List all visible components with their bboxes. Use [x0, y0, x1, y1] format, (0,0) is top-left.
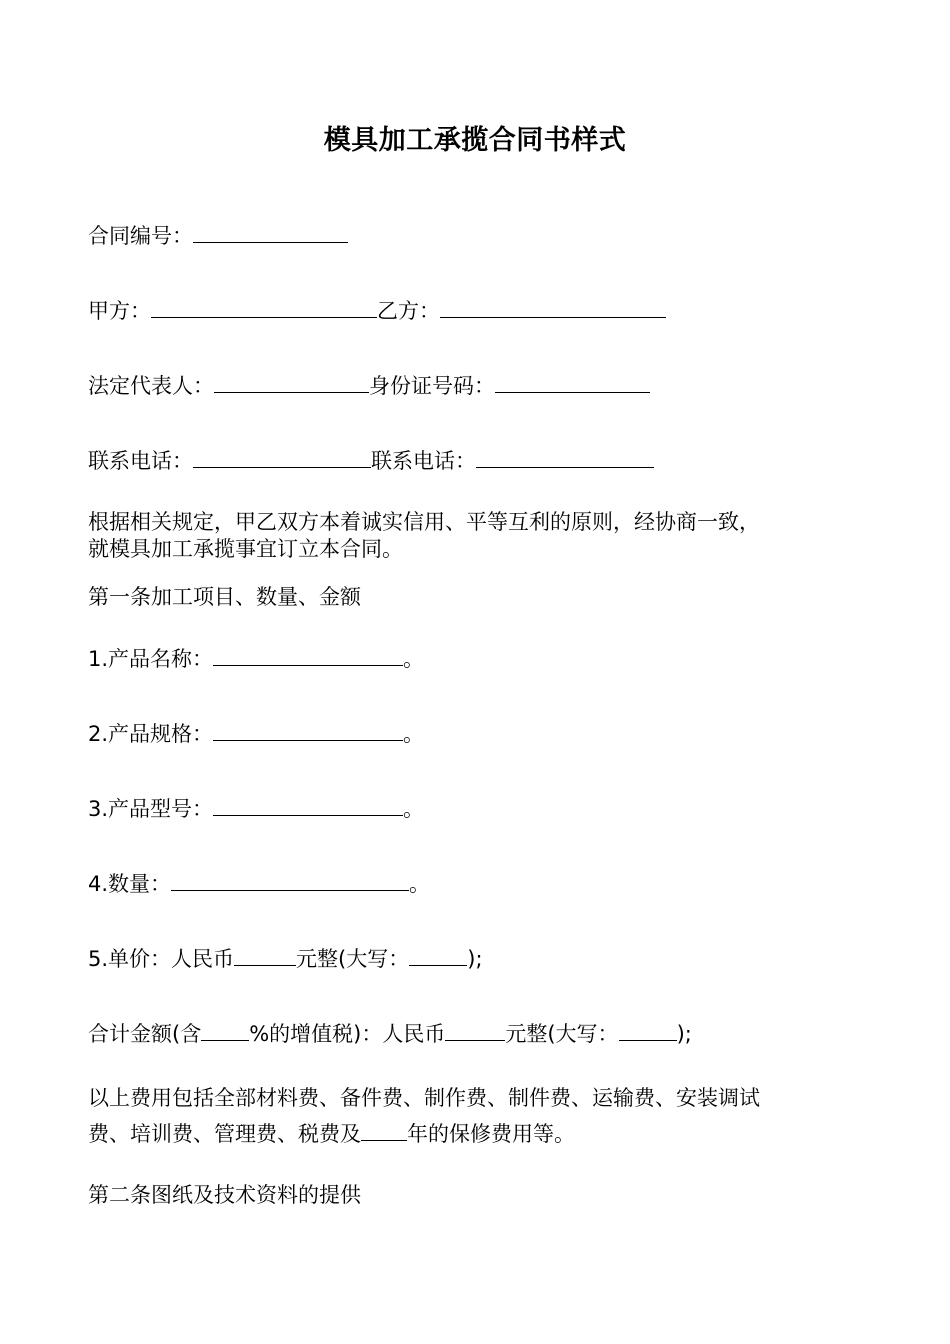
item-2-end: 。 [403, 722, 425, 746]
fees-line-2-start: 费、培训费、管理费、税费及 [88, 1122, 361, 1146]
unit-price-line [88, 943, 483, 974]
unit-price-blank[interactable] [234, 943, 296, 966]
warranty-years-blank[interactable] [361, 1118, 407, 1141]
item-3-end: 。 [403, 797, 425, 821]
id-number-blank[interactable] [495, 370, 650, 393]
item-1-blank[interactable] [213, 643, 403, 666]
item-1-label: 1.产品名称： [88, 647, 214, 671]
item-4-end: 。 [409, 872, 431, 896]
legal-rep-label: 法定代表人： [88, 374, 214, 398]
legal-rep-line [88, 370, 650, 401]
item-1-line [88, 643, 424, 674]
total-amount-blank[interactable] [445, 1018, 505, 1041]
unit-price-label: 5.单价：人民币 [88, 947, 235, 971]
phone-a-label: 联系电话： [88, 449, 193, 473]
phone-a-blank[interactable] [193, 445, 371, 468]
item-3-blank[interactable] [213, 793, 403, 816]
total-end: ); [676, 1022, 692, 1046]
contract-number-line [88, 220, 348, 251]
total-words-blank[interactable] [619, 1018, 677, 1041]
item-3-label: 3.产品型号： [88, 797, 214, 821]
item-2-blank[interactable] [213, 718, 403, 741]
item-4-blank[interactable] [171, 868, 409, 891]
parties-line [88, 295, 666, 326]
item-2-label: 2.产品规格： [88, 722, 214, 746]
id-number-label: 身份证号码： [369, 374, 495, 398]
article-1-heading: 第一条加工项目、数量、金额 [88, 585, 361, 609]
unit-price-words-blank[interactable] [409, 943, 467, 966]
intro-line-1: 根据相关规定，甲乙双方本着诚实信用、平等互利的原则，经协商一致， [88, 510, 760, 534]
item-2-line [88, 718, 424, 749]
item-4-line [88, 868, 430, 899]
article-2-heading: 第二条图纸及技术资料的提供 [88, 1183, 361, 1207]
intro-paragraph [88, 509, 868, 563]
total-unit: 元整(大写： [505, 1022, 619, 1046]
unit-price-unit: 元整(大写： [296, 947, 410, 971]
total-prefix: 合计金额(含 [88, 1022, 202, 1046]
phone-b-label: 联系电话： [371, 449, 476, 473]
unit-price-end: ); [467, 947, 483, 971]
phone-line [88, 445, 654, 476]
party-a-label: 甲方： [88, 299, 151, 323]
fees-paragraph [88, 1080, 868, 1152]
fees-line-2-end: 年的保修费用等。 [407, 1122, 575, 1146]
contract-number-blank[interactable] [193, 220, 348, 243]
party-b-label: 乙方： [377, 299, 440, 323]
total-amount-line [88, 1018, 692, 1049]
legal-rep-blank[interactable] [214, 370, 369, 393]
party-b-blank[interactable] [440, 295, 666, 318]
item-3-line [88, 793, 424, 824]
document-title: 模具加工承揽合同书样式 [323, 125, 627, 156]
intro-line-2: 就模具加工承揽事宜订立本合同。 [88, 537, 403, 561]
phone-b-blank[interactable] [476, 445, 654, 468]
fees-line-2 [88, 1116, 868, 1152]
vat-rate-blank[interactable] [201, 1018, 249, 1041]
contract-number-label: 合同编号： [88, 224, 193, 248]
total-vat-text: %的增值税)：人民币 [249, 1022, 446, 1046]
item-1-end: 。 [403, 647, 425, 671]
party-a-blank[interactable] [151, 295, 377, 318]
item-4-label: 4.数量： [88, 872, 172, 896]
fees-line-1: 以上费用包括全部材料费、备件费、制作费、制件费、运输费、安装调试 [88, 1086, 760, 1110]
